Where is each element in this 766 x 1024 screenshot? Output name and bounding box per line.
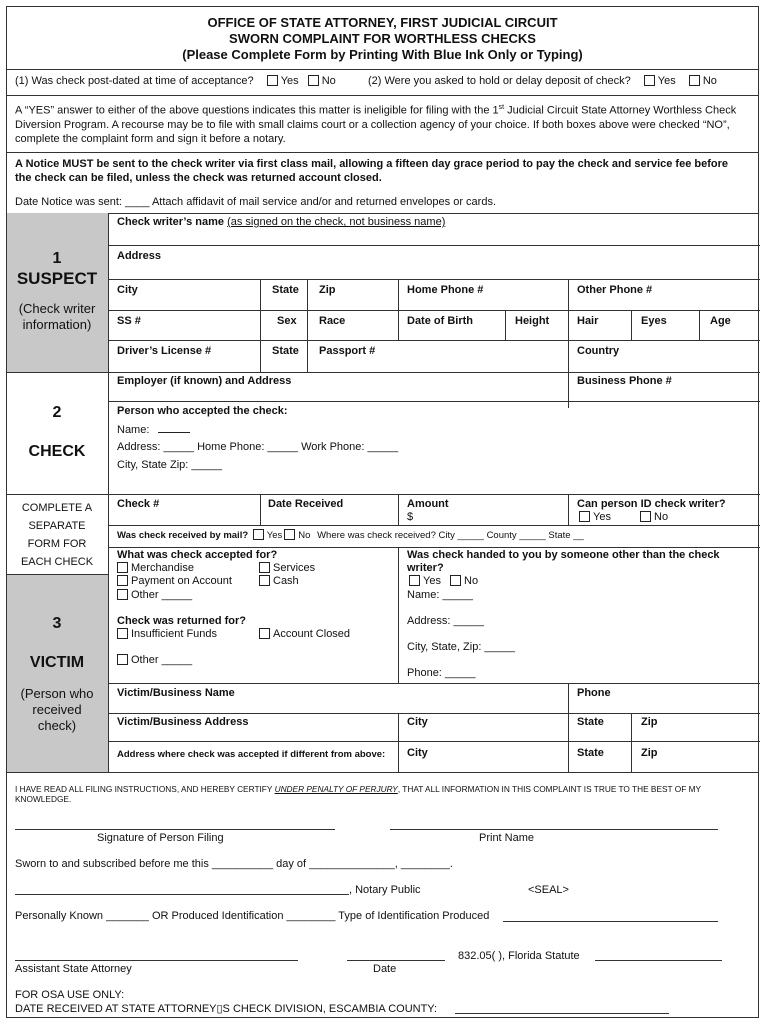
suspect-race-field[interactable]: Race <box>319 315 346 327</box>
certify-statement <box>15 784 758 804</box>
separate-form-note-line-2: SEPARATE <box>28 520 86 532</box>
osa-date-line[interactable] <box>455 1013 669 1014</box>
by-mail-yes-label: Yes <box>266 530 283 541</box>
separate-form-note-line-3: FORM FOR <box>27 538 87 550</box>
victim-zip-field[interactable]: Zip <box>641 716 658 728</box>
victim-address-field[interactable]: Victim/Business Address <box>117 716 249 728</box>
suspect-city-field[interactable]: City <box>117 284 138 296</box>
separate-form-note <box>7 499 107 571</box>
opt-cash[interactable] <box>257 575 299 587</box>
opt-merchandise[interactable] <box>115 562 194 574</box>
other-checkbox[interactable] <box>117 589 128 600</box>
merchandise-label: Merchandise <box>131 562 194 574</box>
print-name-line[interactable] <box>390 829 718 830</box>
other2-checkbox[interactable] <box>117 654 128 665</box>
divider <box>398 713 399 772</box>
signature-label: Signature of Person Filing <box>97 832 224 844</box>
ineligible-notice <box>15 101 753 146</box>
dollar-sign: $ <box>407 511 414 523</box>
notice1-superscript: st <box>498 104 505 111</box>
opt-insufficient[interactable] <box>115 628 217 640</box>
services-label: Services <box>273 562 316 574</box>
divider <box>108 683 760 684</box>
handed-question <box>407 549 720 575</box>
section-1-subtitle-line-2: information) <box>22 317 92 332</box>
section-3-number: 3 <box>52 615 62 632</box>
suspect-zip-field[interactable]: Zip <box>319 284 336 296</box>
divider <box>7 772 758 773</box>
section-1-subtitle-line-1: (Check writer <box>18 301 96 316</box>
divider <box>108 741 760 742</box>
statute-line[interactable] <box>595 960 722 961</box>
insufficient-checkbox[interactable] <box>117 628 128 639</box>
cash-label: Cash <box>273 575 299 587</box>
employer-field[interactable]: Employer (if known) and Address <box>117 375 292 387</box>
divider <box>7 372 108 373</box>
suspect-home-phone-field[interactable]: Home Phone # <box>407 284 484 296</box>
seal-placeholder: <SEAL> <box>528 884 569 896</box>
victim-name-field[interactable]: Victim/Business Name <box>117 687 235 699</box>
insufficient-label: Insufficient Funds <box>131 628 218 640</box>
divider <box>699 310 700 340</box>
date-received-field[interactable]: Date Received <box>268 498 344 510</box>
closed-label: Account Closed <box>273 628 351 640</box>
divider <box>568 683 569 772</box>
returned-for-heading: Check was returned for? <box>117 615 246 627</box>
alt-state-field[interactable]: State <box>577 747 604 759</box>
victim-phone-field[interactable]: Phone <box>577 687 611 699</box>
suspect-state-field[interactable]: State <box>272 284 299 296</box>
header-line-3: (Please Complete Form by Printing With Blue Ink Only or Typing) <box>182 47 583 62</box>
divider <box>108 525 760 526</box>
divider <box>108 494 760 495</box>
divider <box>7 574 108 575</box>
separate-form-note-line-4: EACH CHECK <box>20 556 94 568</box>
date-label: Date <box>373 963 397 975</box>
suspect-other-phone-field[interactable]: Other Phone # <box>577 284 653 296</box>
suspect-passport-field[interactable]: Passport # <box>319 345 376 357</box>
opt-services[interactable] <box>257 562 315 574</box>
can-id-question: Can person ID check writer? <box>577 498 726 510</box>
handed-yes-label: Yes <box>423 575 441 587</box>
notice1-text-a: A “YES” answer to either of the above questions indicates this matter is ineligible for filing with the 1 <box>15 104 499 117</box>
divider <box>260 279 261 372</box>
opt-payment[interactable] <box>115 575 232 587</box>
divider <box>398 547 399 683</box>
divider <box>7 95 758 96</box>
divider <box>398 279 399 340</box>
writer-name-label: Check writer’s name <box>117 216 224 228</box>
section-3-subtitle-line-3: check) <box>37 718 77 733</box>
other-label: Other _____ <box>131 589 193 601</box>
divider <box>108 213 109 772</box>
divider <box>568 494 569 525</box>
q1-yes-checkbox[interactable] <box>267 75 278 86</box>
amount-field[interactable]: Amount <box>407 498 449 510</box>
divider <box>505 310 506 340</box>
handed-options <box>407 575 478 587</box>
alt-zip-field[interactable]: Zip <box>641 747 658 759</box>
payment-checkbox[interactable] <box>117 575 128 586</box>
closed-checkbox[interactable] <box>259 628 270 639</box>
divider <box>108 310 760 311</box>
section-3-title: VICTIM <box>29 654 85 671</box>
q2-yes-checkbox[interactable] <box>644 75 655 86</box>
by-mail-no-checkbox[interactable] <box>284 529 295 540</box>
ineligible-notice-line-1 <box>15 101 753 118</box>
section-3-subtitle <box>7 686 107 734</box>
suspect-ss-field[interactable]: SS # <box>117 315 141 327</box>
victim-state-field[interactable]: State <box>577 716 604 728</box>
business-phone-field[interactable]: Business Phone # <box>577 375 672 387</box>
section-2-panel <box>7 372 108 494</box>
divider <box>568 279 569 408</box>
cash-checkbox[interactable] <box>259 575 270 586</box>
where-received-field[interactable]: Where was check received? City _____ County _____ State __ <box>317 530 584 541</box>
divider <box>631 713 632 772</box>
divider <box>398 494 399 525</box>
divider <box>108 401 760 402</box>
header-line-2: SWORN COMPLAINT FOR WORTHLESS CHECKS <box>229 31 536 46</box>
ineligible-notice-line-2: Diversion Program. A recourse may be to file with small claims court or a collection agency of your choice. If both boxes above were checked “NO”, <box>15 118 730 131</box>
opt-closed[interactable] <box>257 628 350 640</box>
victim-city-field[interactable]: City <box>407 716 428 728</box>
suspect-country-field[interactable]: Country <box>577 345 620 357</box>
q1-no-label: No <box>321 75 336 87</box>
section-3-panel <box>7 574 108 772</box>
divider <box>7 152 758 153</box>
section-1-subtitle <box>7 301 107 333</box>
certify-text-b: UNDER PENALTY OF PERJURY <box>274 784 398 794</box>
question-2 <box>368 75 717 87</box>
header-line-1: OFFICE OF STATE ATTORNEY, FIRST JUDICIAL CIRCUIT <box>207 15 558 30</box>
by-mail-question: Was check received by mail? <box>117 530 249 541</box>
mail-notice-line-1: A Notice MUST be sent to the check writer via first class mail, allowing a fifteen day grace period to pay the check and service fee before <box>15 158 728 170</box>
suspect-dob-field[interactable]: Date of Birth <box>407 315 473 327</box>
handed-no-label: No <box>464 575 479 587</box>
signature-line[interactable] <box>15 829 335 830</box>
by-mail-no-label: No <box>298 530 311 541</box>
divider <box>7 213 758 214</box>
notary-label: , Notary Public <box>349 884 421 896</box>
suspect-hair-field[interactable]: Hair <box>577 315 599 327</box>
check-number-field[interactable]: Check # <box>117 498 160 510</box>
accepted-by-name-label: Name: <box>117 424 150 436</box>
divider <box>108 372 760 373</box>
suspect-dl-field[interactable]: Driver’s License # <box>117 345 212 357</box>
can-id-options <box>577 511 668 523</box>
payment-label: Payment on Account <box>131 575 232 587</box>
divider <box>108 547 760 548</box>
q2-no-label: No <box>702 75 717 87</box>
section-1-panel <box>7 213 108 372</box>
accepted-for-heading: What was check accepted for? <box>117 549 278 561</box>
mail-notice <box>15 157 753 185</box>
opt-other[interactable] <box>115 589 192 601</box>
q2-yes-label: Yes <box>657 75 676 87</box>
mail-received-row <box>117 529 584 541</box>
handed-no-checkbox[interactable] <box>450 575 461 586</box>
section-3-subtitle-line-1: (Person who <box>20 686 94 701</box>
identification-row[interactable]: Personally Known _______ OR Produced Identification ________ Type of Identification Produced <box>15 910 490 922</box>
accepted-by-heading: Person who accepted the check: <box>117 405 288 417</box>
divider <box>108 245 760 246</box>
accepted-by-name-field[interactable] <box>117 423 190 436</box>
id-type-line[interactable] <box>503 921 718 922</box>
handed-question-line-2: writer? <box>407 562 444 574</box>
separate-form-note-line-1: COMPLETE A <box>21 502 93 514</box>
question-1-text: (1) Was check post-dated at time of acceptance? <box>15 75 254 87</box>
section-1-title: SUSPECT <box>16 269 98 288</box>
mail-notice-line-2: the check can be filed, unless the check was returned account closed. <box>15 172 382 184</box>
date-line[interactable] <box>347 960 445 961</box>
section-1-number: 1 <box>52 250 62 267</box>
question-1 <box>15 75 336 87</box>
opt-other2[interactable] <box>115 654 192 666</box>
handed-address-field[interactable]: Address: _____ <box>407 615 485 627</box>
print-name-label: Print Name <box>479 832 535 844</box>
divider <box>307 279 308 372</box>
divider <box>108 340 760 341</box>
can-id-yes-checkbox[interactable] <box>579 511 590 522</box>
q2-no-checkbox[interactable] <box>689 75 700 86</box>
osa-date-received: DATE RECEIVED AT STATE ATTORNEY▯S CHECK DIVISION, ESCAMBIA COUNTY: <box>15 1003 438 1015</box>
suspect-height-field[interactable]: Height <box>515 315 550 327</box>
suspect-address-field[interactable]: Address <box>117 250 162 262</box>
complaint-form <box>6 6 759 1018</box>
writer-name-note: (as signed on the check, not business name) <box>227 216 446 228</box>
divider <box>260 494 261 525</box>
divider <box>108 279 760 280</box>
divider <box>7 69 758 70</box>
ineligible-notice-line-3: complete the complaint form and sign it before a notary. <box>15 132 286 145</box>
q1-yes-label: Yes <box>280 75 299 87</box>
section-2-title: CHECK <box>28 443 86 460</box>
divider <box>631 310 632 340</box>
asa-label: Assistant State Attorney <box>15 963 132 975</box>
asa-line[interactable] <box>15 960 298 961</box>
merchandise-checkbox[interactable] <box>117 562 128 573</box>
handed-phone-field[interactable]: Phone: _____ <box>407 667 476 679</box>
alt-address-field[interactable]: Address where check was accepted if different from above: <box>117 749 386 760</box>
handed-yes-checkbox[interactable] <box>409 575 420 586</box>
sworn-statement[interactable]: Sworn to and subscribed before me this __________ day of ______________, ________. <box>15 858 453 870</box>
name-blank <box>158 423 190 433</box>
writer-name-field[interactable] <box>117 216 445 228</box>
section-3-subtitle-line-2: received <box>32 702 82 717</box>
other2-label: Other _____ <box>131 654 193 666</box>
q1-no-checkbox[interactable] <box>308 75 319 86</box>
handed-city-field[interactable]: City, State, Zip: _____ <box>407 641 516 653</box>
accepted-by-city-line[interactable]: City, State Zip: _____ <box>117 459 222 471</box>
section-2-number: 2 <box>52 404 62 421</box>
suspect-eyes-field[interactable]: Eyes <box>641 315 667 327</box>
certify-text-c: , THAT ALL INFORMATION IN THIS COMPLAINT IS TRUE TO THE BEST OF MY KNOWLEDGE. <box>15 784 701 804</box>
services-checkbox[interactable] <box>259 562 270 573</box>
osa-use-label: FOR OSA USE ONLY: <box>15 989 125 1001</box>
suspect-dl-state-field[interactable]: State <box>272 345 299 357</box>
suspect-sex-field[interactable]: Sex <box>277 315 297 327</box>
divider <box>108 713 760 714</box>
can-id-no-label: No <box>654 511 669 523</box>
form-header <box>7 15 758 63</box>
divider <box>7 494 108 495</box>
can-id-no-checkbox[interactable] <box>640 511 651 522</box>
alt-city-field[interactable]: City <box>407 747 428 759</box>
can-id-yes-label: Yes <box>593 511 611 523</box>
certify-text-a: I HAVE READ ALL FILING INSTRUCTIONS, AND HEREBY CERTIFY <box>15 784 275 794</box>
notary-line[interactable] <box>15 894 349 895</box>
statute-label: 832.05( ), Florida Statute <box>458 950 580 962</box>
suspect-age-field[interactable]: Age <box>710 315 731 327</box>
notice1-text-b: Judicial Circuit State Attorney Worthless Check <box>504 104 737 117</box>
handed-question-line-1: Was check handed to you by someone other than the check <box>407 549 720 561</box>
by-mail-yes-checkbox[interactable] <box>253 529 264 540</box>
question-2-text: (2) Were you asked to hold or delay deposit of check? <box>368 75 631 87</box>
accepted-by-contact-line[interactable]: Address: _____ Home Phone: _____ Work Phone: _____ <box>117 441 399 453</box>
date-notice-sent: Date Notice was sent: ____ Attach affidavit of mail service and/or and returned envelopes or cards. <box>15 196 497 208</box>
handed-name-field[interactable]: Name: _____ <box>407 589 474 601</box>
